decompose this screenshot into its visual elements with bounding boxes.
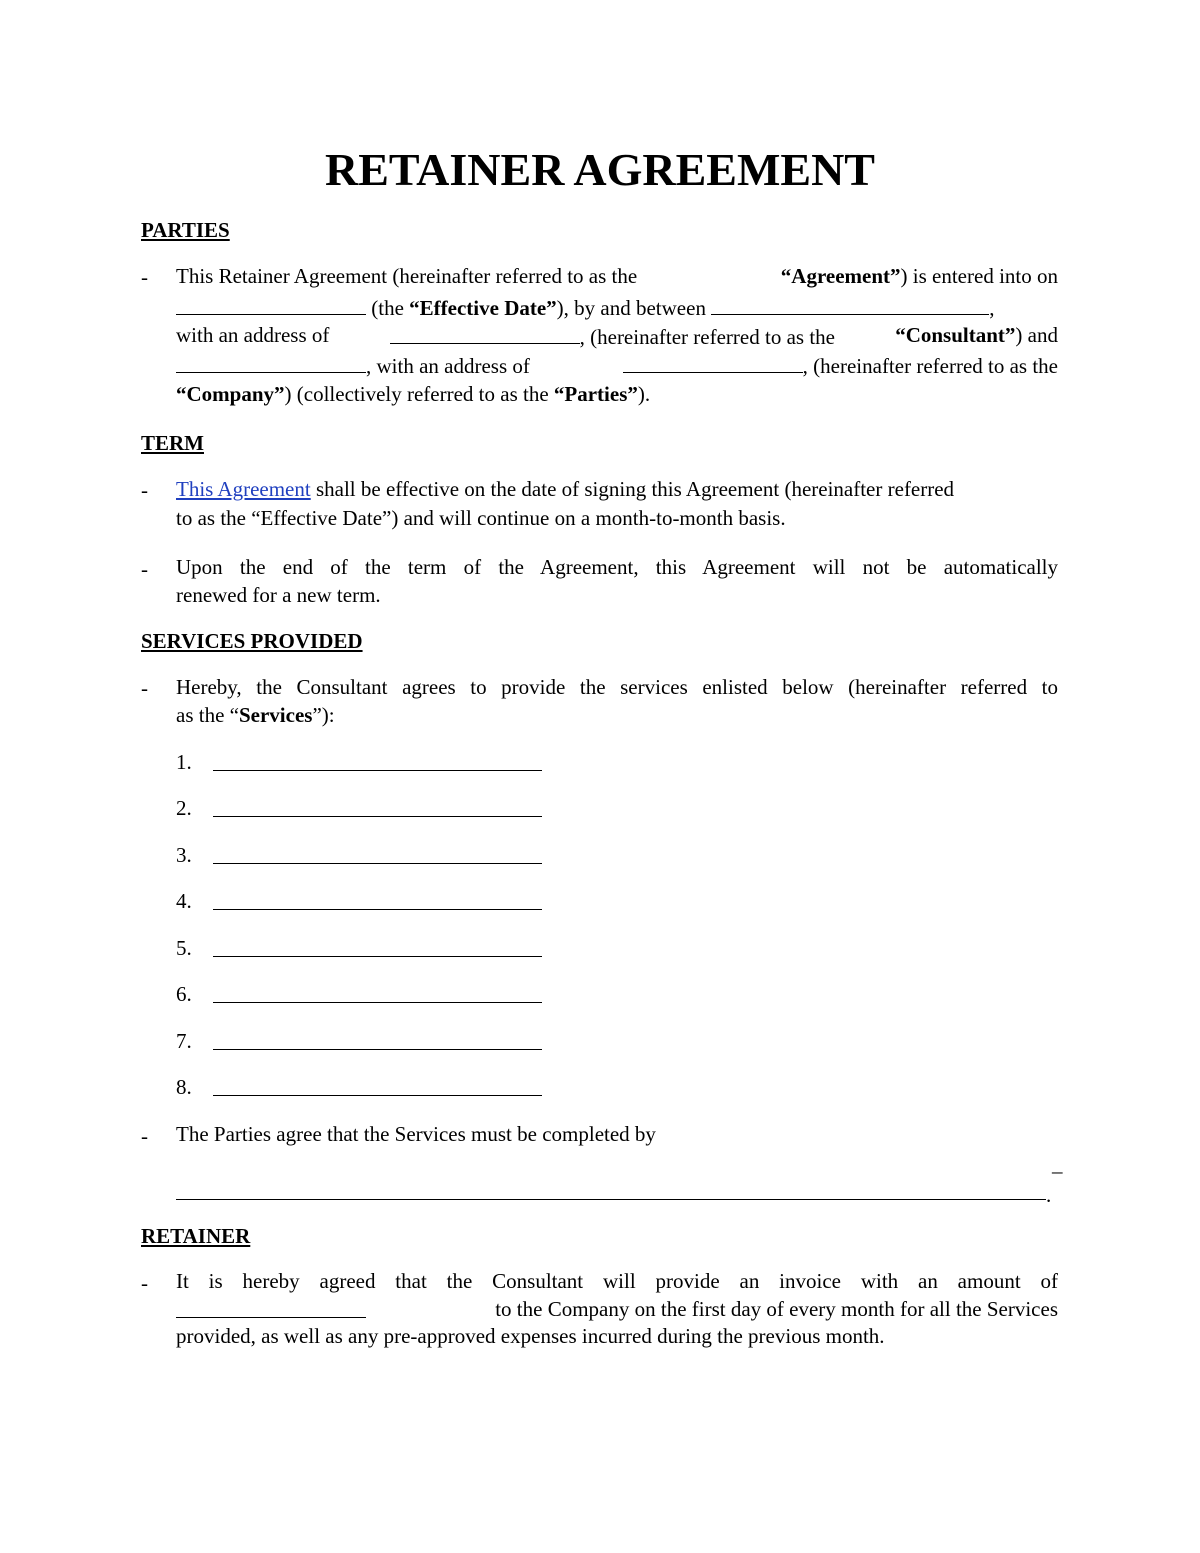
term-para-2-line-2: renewed for a new term. <box>176 583 381 607</box>
service-item: 7. <box>176 1031 212 1052</box>
term-heading: TERM <box>141 431 204 455</box>
service-blank[interactable] <box>213 816 542 817</box>
retainer-line-1: It is hereby agreed that the Consultant will provide an invoice with an amount of <box>176 1269 1058 1293</box>
effective-date-blank[interactable] <box>176 296 366 315</box>
service-blank[interactable] <box>213 1002 542 1003</box>
service-blank[interactable] <box>213 956 542 957</box>
parties-line-5: “Company”) (collectively referred to as the “Parties”). <box>176 382 651 406</box>
bullet-dash: - <box>141 1271 148 1295</box>
retainer-heading: RETAINER <box>141 1224 251 1248</box>
bullet-dash: - <box>141 676 148 700</box>
service-blank[interactable] <box>213 1049 542 1050</box>
bullet-dash: - <box>141 478 148 502</box>
term-para-2-line-1: Upon the end of the term of the Agreement, this Agreement will not be automatically <box>176 555 1058 579</box>
service-item: 5. <box>176 938 212 959</box>
service-item: 8. <box>176 1077 212 1098</box>
consultant-address-blank[interactable] <box>390 325 580 344</box>
completion-date-blank[interactable] <box>176 1199 1046 1200</box>
company-address-blank[interactable] <box>623 354 803 373</box>
retainer-line-3: provided, as well as any pre-approved expenses incurred during the previous month. <box>176 1324 885 1348</box>
company-name-blank[interactable] <box>176 354 366 373</box>
services-para-1-line-2: as the “Services”): <box>176 703 335 727</box>
term-para-1-line-2: to as the “Effective Date”) and will continue on a month-to-month basis. <box>176 506 786 530</box>
service-blank[interactable] <box>213 909 542 910</box>
parties-line-1: This Retainer Agreement (hereinafter referred to as the “Agreement”) is entered into on <box>176 264 1058 288</box>
service-item: 1. <box>176 752 212 773</box>
service-item: 6. <box>176 984 212 1005</box>
term-para-1-line-1: This Agreement shall be effective on the date of signing this Agreement (hereinafter referred <box>176 477 955 501</box>
document-title: RETAINER AGREEMENT <box>325 144 875 195</box>
service-item: 3. <box>176 845 212 866</box>
completion-period: . <box>1046 1183 1052 1207</box>
bullet-dash: - <box>141 265 148 289</box>
services-heading: SERVICES PROVIDED <box>141 629 363 653</box>
bullet-dash: - <box>141 557 148 581</box>
service-blank[interactable] <box>213 770 542 771</box>
retainer-amount-blank[interactable] <box>176 1299 366 1318</box>
completion-end-mark: _ <box>1052 1152 1063 1176</box>
service-item: 2. <box>176 798 212 819</box>
services-para-1-line-1: Hereby, the Consultant agrees to provide the services enlisted below (hereinafter referred to <box>176 675 1058 699</box>
parties-line-3: with an address of , (hereinafter referred to as the “Consultant”) and <box>176 323 1058 349</box>
service-blank[interactable] <box>213 1095 542 1096</box>
parties-line-2: (the “Effective Date”), by and between , <box>176 296 994 319</box>
retainer-line-2: to the Company on the first day of every month for all the Services <box>176 1299 1058 1323</box>
parties-heading: PARTIES <box>141 218 230 242</box>
this-agreement-link[interactable]: This Agreement <box>176 477 311 501</box>
service-item: 4. <box>176 891 212 912</box>
consultant-name-blank[interactable] <box>711 296 989 315</box>
parties-line-4: , with an address of , (hereinafter referred to as the <box>176 354 1058 378</box>
bullet-dash: - <box>141 1124 148 1148</box>
service-blank[interactable] <box>213 863 542 864</box>
services-completion-text: The Parties agree that the Services must be completed by <box>176 1122 656 1146</box>
